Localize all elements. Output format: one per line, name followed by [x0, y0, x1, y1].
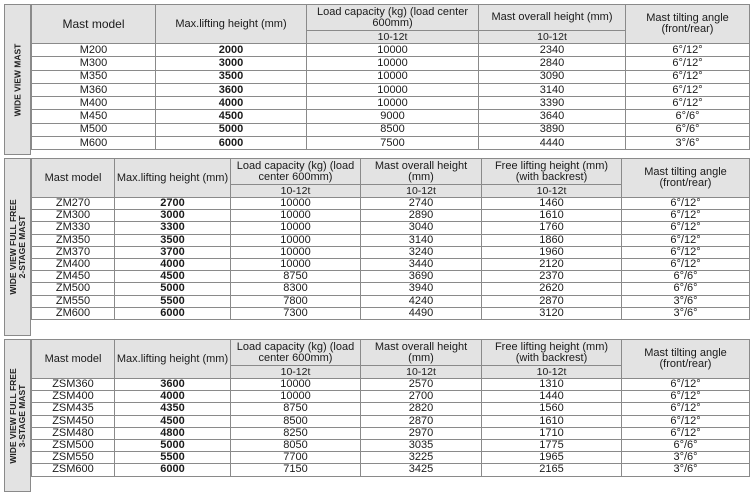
cell-mast-tilting-angle: 3°/6° — [622, 452, 750, 464]
header-overall-subcolumn: 10-12t — [361, 185, 482, 198]
table-row — [32, 198, 750, 210]
cell-load-capacity: 10000 — [231, 379, 361, 391]
cell-free-lifting-height: 2165 — [482, 464, 622, 476]
cell-free-lifting-height: 1710 — [482, 427, 622, 439]
cell-mast-overall-height: 2740 — [361, 198, 482, 210]
cell-free-lifting-height: 1860 — [482, 234, 622, 246]
cell-mast-overall-height: 3140 — [361, 234, 482, 246]
cell-mast-tilting-angle: 6°/12° — [622, 403, 750, 415]
side-label-line2: 2-STAGE MAST — [16, 215, 27, 279]
cell-max-lifting-height: 5000 — [115, 283, 231, 295]
header-overall-subcolumn: 10-12t — [361, 366, 482, 379]
cell-max-lifting-height: 6000 — [115, 464, 231, 476]
cell-load-capacity: 10000 — [231, 246, 361, 258]
cell-load-capacity: 8050 — [231, 439, 361, 451]
table-row — [32, 97, 750, 110]
cell-load-capacity: 9000 — [307, 110, 479, 123]
cell-load-capacity: 10000 — [307, 44, 479, 57]
cell-mast-overall-height: 3425 — [361, 464, 482, 476]
cell-mast-model: ZM600 — [32, 307, 115, 319]
table-row — [32, 391, 750, 403]
cell-mast-model: M300 — [32, 57, 156, 70]
cell-mast-tilting-angle: 6°/12° — [622, 415, 750, 427]
header-load-subcolumn: 10-12t — [307, 31, 479, 44]
cell-mast-overall-height: 3240 — [361, 246, 482, 258]
cell-load-capacity: 10000 — [307, 57, 479, 70]
header-overall-subcolumn: 10-12t — [479, 31, 626, 44]
table-row — [32, 307, 750, 319]
cell-max-lifting-height: 3600 — [156, 83, 307, 96]
cell-free-lifting-height: 3120 — [482, 307, 622, 319]
cell-max-lifting-height: 4000 — [156, 97, 307, 110]
table-row — [32, 379, 750, 391]
cell-mast-overall-height: 3140 — [479, 83, 626, 96]
wide-view-mast-rows — [32, 44, 750, 150]
table-row — [32, 415, 750, 427]
header-mast-model: Mast model — [32, 340, 115, 379]
cell-max-lifting-height: 3700 — [115, 246, 231, 258]
cell-load-capacity: 7300 — [231, 307, 361, 319]
table-row — [32, 234, 750, 246]
header-mast-tilting-angle: Mast tilting angle (front/rear) — [626, 5, 750, 44]
full-free-2stage-section — [4, 158, 749, 336]
table-row — [32, 427, 750, 439]
cell-mast-tilting-angle: 6°/12° — [626, 70, 750, 83]
cell-mast-overall-height: 2840 — [479, 57, 626, 70]
cell-mast-tilting-angle: 3°/6° — [622, 464, 750, 476]
cell-load-capacity: 10000 — [307, 97, 479, 110]
cell-mast-model: ZSM400 — [32, 391, 115, 403]
cell-load-capacity: 10000 — [231, 258, 361, 270]
header-mast-overall-height: Mast overall height (mm) — [479, 5, 626, 31]
section-side-label — [4, 158, 31, 336]
cell-free-lifting-height: 2120 — [482, 258, 622, 270]
cell-mast-tilting-angle: 6°/6° — [626, 123, 750, 136]
cell-free-lifting-height: 2620 — [482, 283, 622, 295]
cell-mast-overall-height: 3690 — [361, 271, 482, 283]
cell-free-lifting-height: 1460 — [482, 198, 622, 210]
cell-mast-model: ZSM450 — [32, 415, 115, 427]
table-row — [32, 295, 750, 307]
cell-mast-tilting-angle: 6°/12° — [622, 427, 750, 439]
table-row — [32, 44, 750, 57]
cell-max-lifting-height: 4500 — [156, 110, 307, 123]
cell-mast-model: M360 — [32, 83, 156, 96]
side-label-line1: WIDE VIEW FULL FREE — [7, 367, 18, 464]
cell-mast-overall-height: 3090 — [479, 70, 626, 83]
header-load-subcolumn: 10-12t — [231, 366, 361, 379]
header-load-capacity: Load capacity (kg) (load center 600mm) — [231, 340, 361, 366]
cell-max-lifting-height: 3000 — [115, 210, 231, 222]
cell-mast-model: M500 — [32, 123, 156, 136]
cell-mast-model: ZM300 — [32, 210, 115, 222]
full-free-3stage-section — [4, 339, 749, 492]
table-row — [32, 210, 750, 222]
cell-mast-tilting-angle: 6°/12° — [622, 258, 750, 270]
cell-max-lifting-height: 5500 — [115, 295, 231, 307]
header-max-lifting-height: Max.lifting height (mm) — [115, 159, 231, 198]
header-max-lifting-height: Max.lifting height (mm) — [156, 5, 307, 44]
header-free-subcolumn: 10-12t — [482, 366, 622, 379]
header-max-lifting-height: Max.lifting height (mm) — [115, 340, 231, 379]
cell-max-lifting-height: 4500 — [115, 271, 231, 283]
cell-mast-tilting-angle: 3°/6° — [622, 307, 750, 319]
table-row — [32, 452, 750, 464]
cell-max-lifting-height: 4800 — [115, 427, 231, 439]
cell-mast-tilting-angle: 6°/12° — [626, 57, 750, 70]
cell-mast-tilting-angle: 6°/6° — [622, 283, 750, 295]
header-free-subcolumn: 10-12t — [482, 185, 622, 198]
cell-load-capacity: 8250 — [231, 427, 361, 439]
cell-mast-overall-height: 4440 — [479, 137, 626, 150]
cell-mast-tilting-angle: 6°/6° — [622, 439, 750, 451]
table-row — [32, 57, 750, 70]
cell-free-lifting-height: 1440 — [482, 391, 622, 403]
header-free-lifting-height: Free lifting height (mm) (with backrest) — [482, 159, 622, 185]
cell-mast-model: ZSM480 — [32, 427, 115, 439]
cell-mast-tilting-angle: 3°/6° — [622, 295, 750, 307]
section-side-label — [4, 339, 31, 492]
cell-max-lifting-height: 4350 — [115, 403, 231, 415]
cell-load-capacity: 8500 — [307, 123, 479, 136]
wide-view-mast-section — [4, 4, 749, 155]
cell-mast-tilting-angle: 6°/12° — [626, 44, 750, 57]
cell-mast-overall-height: 2820 — [361, 403, 482, 415]
cell-load-capacity: 10000 — [231, 210, 361, 222]
cell-free-lifting-height: 1610 — [482, 210, 622, 222]
cell-mast-tilting-angle: 6°/6° — [626, 110, 750, 123]
table-row — [32, 271, 750, 283]
cell-load-capacity: 7700 — [231, 452, 361, 464]
cell-mast-tilting-angle: 6°/12° — [626, 83, 750, 96]
cell-mast-overall-height: 2340 — [479, 44, 626, 57]
table-row — [32, 70, 750, 83]
cell-mast-overall-height: 2570 — [361, 379, 482, 391]
cell-mast-tilting-angle: 6°/12° — [622, 234, 750, 246]
cell-mast-overall-height: 2700 — [361, 391, 482, 403]
cell-mast-overall-height: 3890 — [479, 123, 626, 136]
cell-mast-model: M400 — [32, 97, 156, 110]
header-load-subcolumn: 10-12t — [231, 185, 361, 198]
cell-load-capacity: 10000 — [231, 222, 361, 234]
cell-max-lifting-height: 3500 — [115, 234, 231, 246]
cell-load-capacity: 10000 — [231, 198, 361, 210]
table-row — [32, 123, 750, 136]
cell-mast-overall-height: 3390 — [479, 97, 626, 110]
table-row — [32, 403, 750, 415]
cell-mast-model: ZSM360 — [32, 379, 115, 391]
header-mast-tilting-angle: Mast tilting angle (front/rear) — [622, 340, 750, 379]
header-mast-overall-height: Mast overall height (mm) — [361, 340, 482, 366]
table-row — [32, 439, 750, 451]
cell-max-lifting-height: 4500 — [115, 415, 231, 427]
cell-mast-tilting-angle: 6°/12° — [622, 391, 750, 403]
full-free-3stage-rows — [32, 379, 750, 477]
cell-mast-overall-height: 3440 — [361, 258, 482, 270]
cell-free-lifting-height: 1310 — [482, 379, 622, 391]
table-row — [32, 110, 750, 123]
header-load-capacity: Load capacity (kg) (load center 600mm) — [307, 5, 479, 31]
table-row — [32, 464, 750, 476]
cell-max-lifting-height: 4000 — [115, 391, 231, 403]
cell-free-lifting-height: 2870 — [482, 295, 622, 307]
full-free-2stage-table — [31, 158, 750, 320]
cell-mast-overall-height: 3225 — [361, 452, 482, 464]
cell-mast-model: ZM400 — [32, 258, 115, 270]
cell-mast-overall-height: 3940 — [361, 283, 482, 295]
cell-mast-model: ZM550 — [32, 295, 115, 307]
cell-load-capacity: 8750 — [231, 403, 361, 415]
cell-mast-tilting-angle: 6°/12° — [622, 210, 750, 222]
cell-load-capacity: 8300 — [231, 283, 361, 295]
cell-max-lifting-height: 3000 — [156, 57, 307, 70]
cell-mast-model: ZSM435 — [32, 403, 115, 415]
cell-mast-tilting-angle: 3°/6° — [626, 137, 750, 150]
wide-view-mast-table — [31, 4, 750, 150]
cell-max-lifting-height: 2700 — [115, 198, 231, 210]
header-mast-model: Mast model — [32, 5, 156, 44]
cell-mast-overall-height: 2970 — [361, 427, 482, 439]
cell-mast-overall-height: 3040 — [361, 222, 482, 234]
cell-mast-model: M200 — [32, 44, 156, 57]
cell-load-capacity: 10000 — [307, 83, 479, 96]
cell-load-capacity: 10000 — [307, 70, 479, 83]
full-free-3stage-table — [31, 339, 750, 477]
cell-max-lifting-height: 5500 — [115, 452, 231, 464]
cell-mast-model: M600 — [32, 137, 156, 150]
cell-mast-overall-height: 3035 — [361, 439, 482, 451]
cell-mast-model: ZSM550 — [32, 452, 115, 464]
cell-mast-tilting-angle: 6°/12° — [622, 246, 750, 258]
side-label-text — [9, 368, 27, 463]
cell-load-capacity: 10000 — [231, 234, 361, 246]
cell-mast-overall-height: 4490 — [361, 307, 482, 319]
table-row — [32, 258, 750, 270]
cell-mast-model: ZSM500 — [32, 439, 115, 451]
cell-mast-overall-height: 3640 — [479, 110, 626, 123]
cell-max-lifting-height: 6000 — [156, 137, 307, 150]
side-label-line1: WIDE VIEW FULL FREE — [7, 199, 18, 295]
header-mast-tilting-angle: Mast tilting angle (front/rear) — [622, 159, 750, 198]
table-row — [32, 222, 750, 234]
cell-load-capacity: 7150 — [231, 464, 361, 476]
cell-mast-model: ZM500 — [32, 283, 115, 295]
cell-free-lifting-height: 1965 — [482, 452, 622, 464]
header-free-lifting-height: Free lifting height (mm) (with backrest) — [482, 340, 622, 366]
cell-mast-model: ZM350 — [32, 234, 115, 246]
cell-max-lifting-height: 3500 — [156, 70, 307, 83]
cell-mast-overall-height: 4240 — [361, 295, 482, 307]
table-row — [32, 137, 750, 150]
section-side-label — [4, 4, 31, 155]
cell-free-lifting-height: 1960 — [482, 246, 622, 258]
cell-mast-overall-height: 2890 — [361, 210, 482, 222]
cell-free-lifting-height: 1760 — [482, 222, 622, 234]
cell-load-capacity: 7500 — [307, 137, 479, 150]
side-label-text — [9, 199, 27, 294]
cell-mast-model: ZSM600 — [32, 464, 115, 476]
cell-mast-tilting-angle: 6°/12° — [622, 198, 750, 210]
cell-max-lifting-height: 4000 — [115, 258, 231, 270]
cell-free-lifting-height: 1775 — [482, 439, 622, 451]
header-mast-model: Mast model — [32, 159, 115, 198]
full-free-2stage-rows — [32, 198, 750, 320]
cell-max-lifting-height: 2000 — [156, 44, 307, 57]
cell-mast-overall-height: 2870 — [361, 415, 482, 427]
cell-free-lifting-height: 1560 — [482, 403, 622, 415]
cell-max-lifting-height: 6000 — [115, 307, 231, 319]
cell-load-capacity: 10000 — [231, 391, 361, 403]
cell-mast-tilting-angle: 6°/12° — [626, 97, 750, 110]
cell-max-lifting-height: 3600 — [115, 379, 231, 391]
cell-mast-tilting-angle: 6°/6° — [622, 271, 750, 283]
cell-max-lifting-height: 5000 — [156, 123, 307, 136]
header-mast-overall-height: Mast overall height (mm) — [361, 159, 482, 185]
cell-mast-model: M350 — [32, 70, 156, 83]
cell-mast-model: M450 — [32, 110, 156, 123]
cell-load-capacity: 8750 — [231, 271, 361, 283]
side-label-line2: 3-STAGE MAST — [16, 384, 27, 447]
cell-mast-model: ZM270 — [32, 198, 115, 210]
cell-max-lifting-height: 3300 — [115, 222, 231, 234]
header-load-capacity: Load capacity (kg) (load center 600mm) — [231, 159, 361, 185]
cell-mast-model: ZM450 — [32, 271, 115, 283]
cell-load-capacity: 8500 — [231, 415, 361, 427]
cell-mast-model: ZM370 — [32, 246, 115, 258]
table-row — [32, 246, 750, 258]
cell-max-lifting-height: 5000 — [115, 439, 231, 451]
side-label-text: WIDE VIEW MAST — [12, 43, 22, 116]
table-row — [32, 283, 750, 295]
cell-mast-model: ZM330 — [32, 222, 115, 234]
cell-load-capacity: 7800 — [231, 295, 361, 307]
table-row — [32, 83, 750, 96]
cell-mast-tilting-angle: 6°/12° — [622, 379, 750, 391]
cell-free-lifting-height: 2370 — [482, 271, 622, 283]
cell-mast-tilting-angle: 6°/12° — [622, 222, 750, 234]
cell-free-lifting-height: 1610 — [482, 415, 622, 427]
